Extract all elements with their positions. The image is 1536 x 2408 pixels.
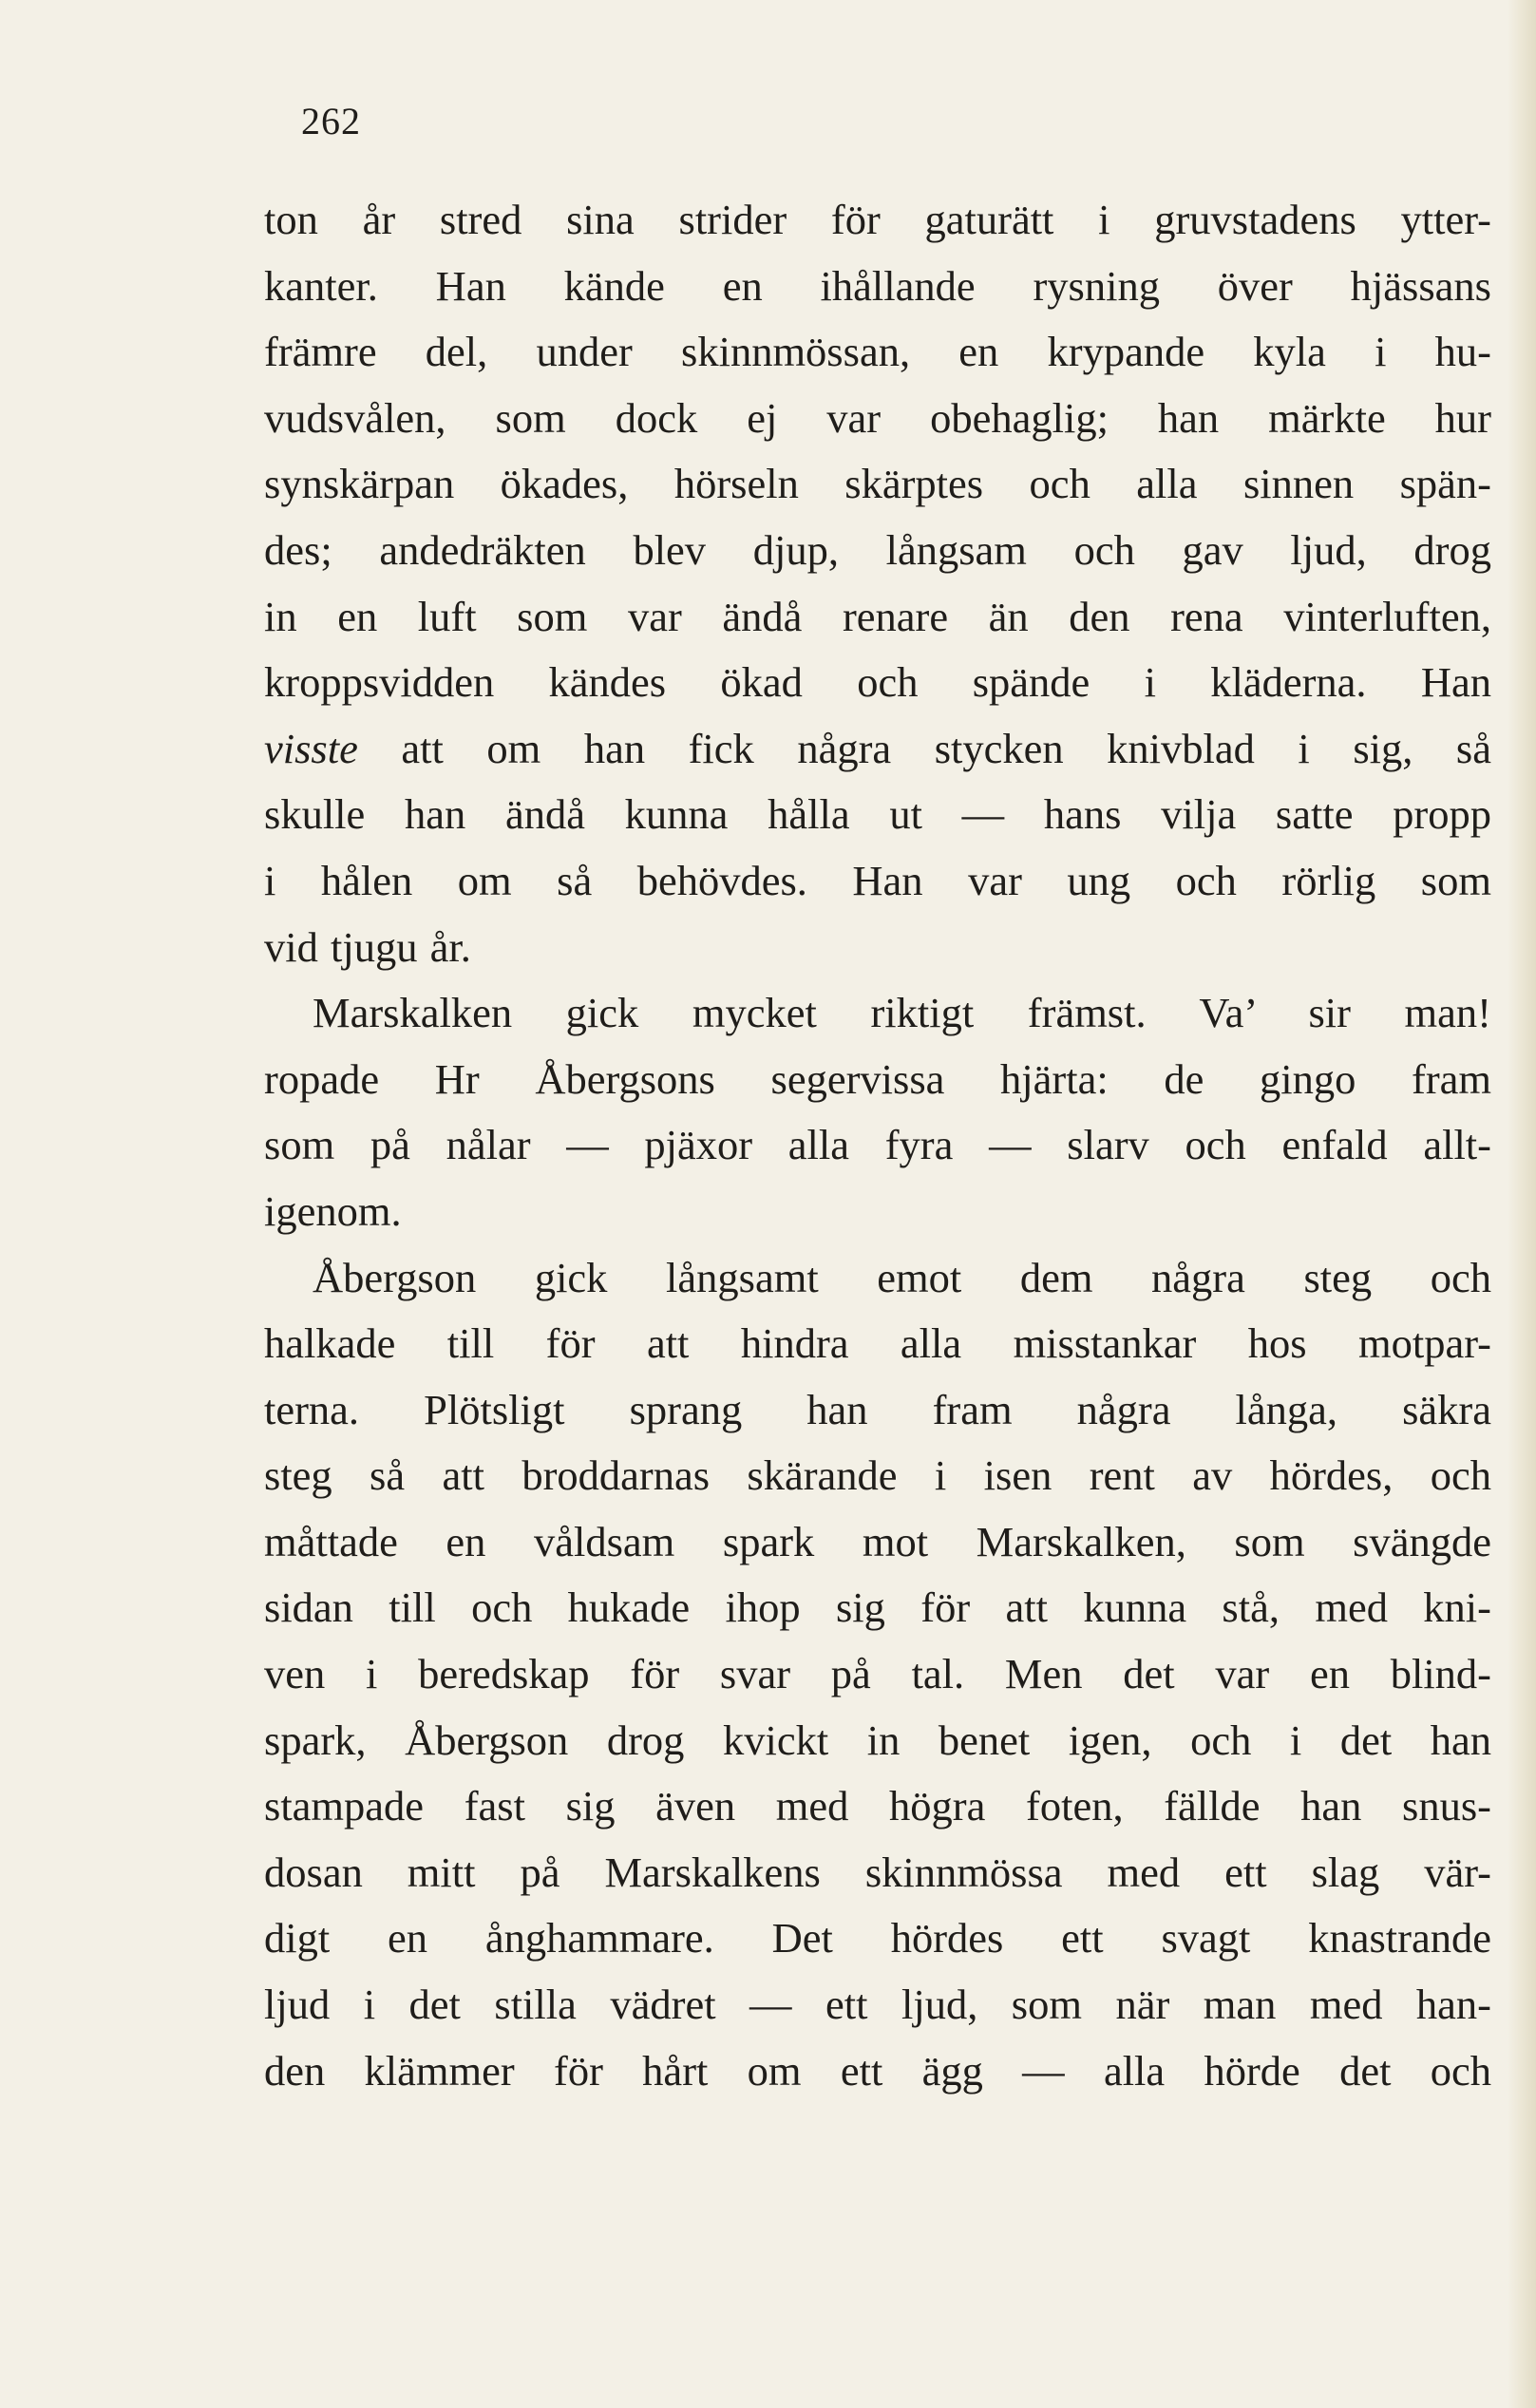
- body-text: [264, 187, 1491, 2104]
- text-line: vid tjugu år.: [264, 922, 471, 971]
- text-line: i hålen om så behövdes. Han var ung och rörlig som: [264, 856, 1491, 904]
- text-line: Marskalken gick mycket riktigt främst. Va’ sir man!: [313, 989, 1491, 1037]
- text-line: som på nålar — pjäxor alla fyra — slarv och enfald allt-: [264, 1121, 1491, 1169]
- text-line: kroppsvidden kändes ökad och spände i kläderna. Han: [264, 658, 1491, 707]
- text-line: ton år stred sina strider för gaturätt i gruvstadens ytter-: [264, 196, 1491, 243]
- text-line: synskärpan ökades, hörseln skärptes och alla sinnen spän-: [264, 460, 1491, 508]
- text-line: digt en ånghammare. Det hördes ett svagt knastrande: [264, 1914, 1491, 1962]
- text-line: dosan mitt på Marskalkens skinnmössa med ett slag vär-: [264, 1848, 1491, 1896]
- text-line: steg så att broddarnas skärande i isen rent av hördes, och: [264, 1451, 1491, 1500]
- page-edge-shadow: [1508, 0, 1536, 2408]
- text-line: sidan till och hukade ihop sig för att kunna stå, med kni-: [264, 1583, 1491, 1632]
- text-line: måttade en våldsam spark mot Marskalken, som svängde: [264, 1517, 1491, 1565]
- text-line: igenom.: [264, 1186, 402, 1235]
- text-line: skulle han ändå kunna hålla ut — hans vilja satte propp: [264, 790, 1491, 839]
- text-line: ven i beredskap för svar på tal. Men det var en blind-: [264, 1650, 1491, 1698]
- italic-word: visste: [264, 724, 358, 772]
- text-line: terna. Plötsligt sprang han fram några långa, säkra: [264, 1385, 1491, 1433]
- text-line: spark, Åbergson drog kvickt in benet igen, och i det han: [264, 1716, 1491, 1764]
- text-line: ropade Hr Åbergsons segervissa hjärta: de gingo fram: [264, 1054, 1491, 1103]
- text-line: främre del, under skinnmössan, en krypande kyla i hu-: [264, 328, 1491, 376]
- text-line: [264, 716, 1491, 783]
- text-line: in en luft som var ändå renare än den rena vinterluften,: [264, 592, 1491, 640]
- text-line: den klämmer för hårt om ett ägg — alla hörde det och: [264, 2046, 1491, 2095]
- text-line: Åbergson gick långsamt emot dem några steg och: [313, 1253, 1491, 1301]
- text-line: des; andedräkten blev djup, långsam och gav ljud, drog: [264, 525, 1491, 574]
- text-line: halkade till för att hindra alla misstankar hos motpar-: [264, 1319, 1491, 1368]
- text-line: ljud i det stilla vädret — ett ljud, som när man med han-: [264, 1981, 1491, 2029]
- text-line: kanter. Han kände en ihållande rysning över hjässans: [264, 261, 1491, 310]
- page-number: 262: [301, 100, 361, 142]
- line-rest: att om han fick några stycken knivblad i sig, så: [357, 724, 1491, 772]
- text-line: stampade fast sig även med högra foten, fällde han snus-: [264, 1782, 1491, 1830]
- text-line: vudsvålen, som dock ej var obehaglig; han märkte hur: [264, 393, 1491, 442]
